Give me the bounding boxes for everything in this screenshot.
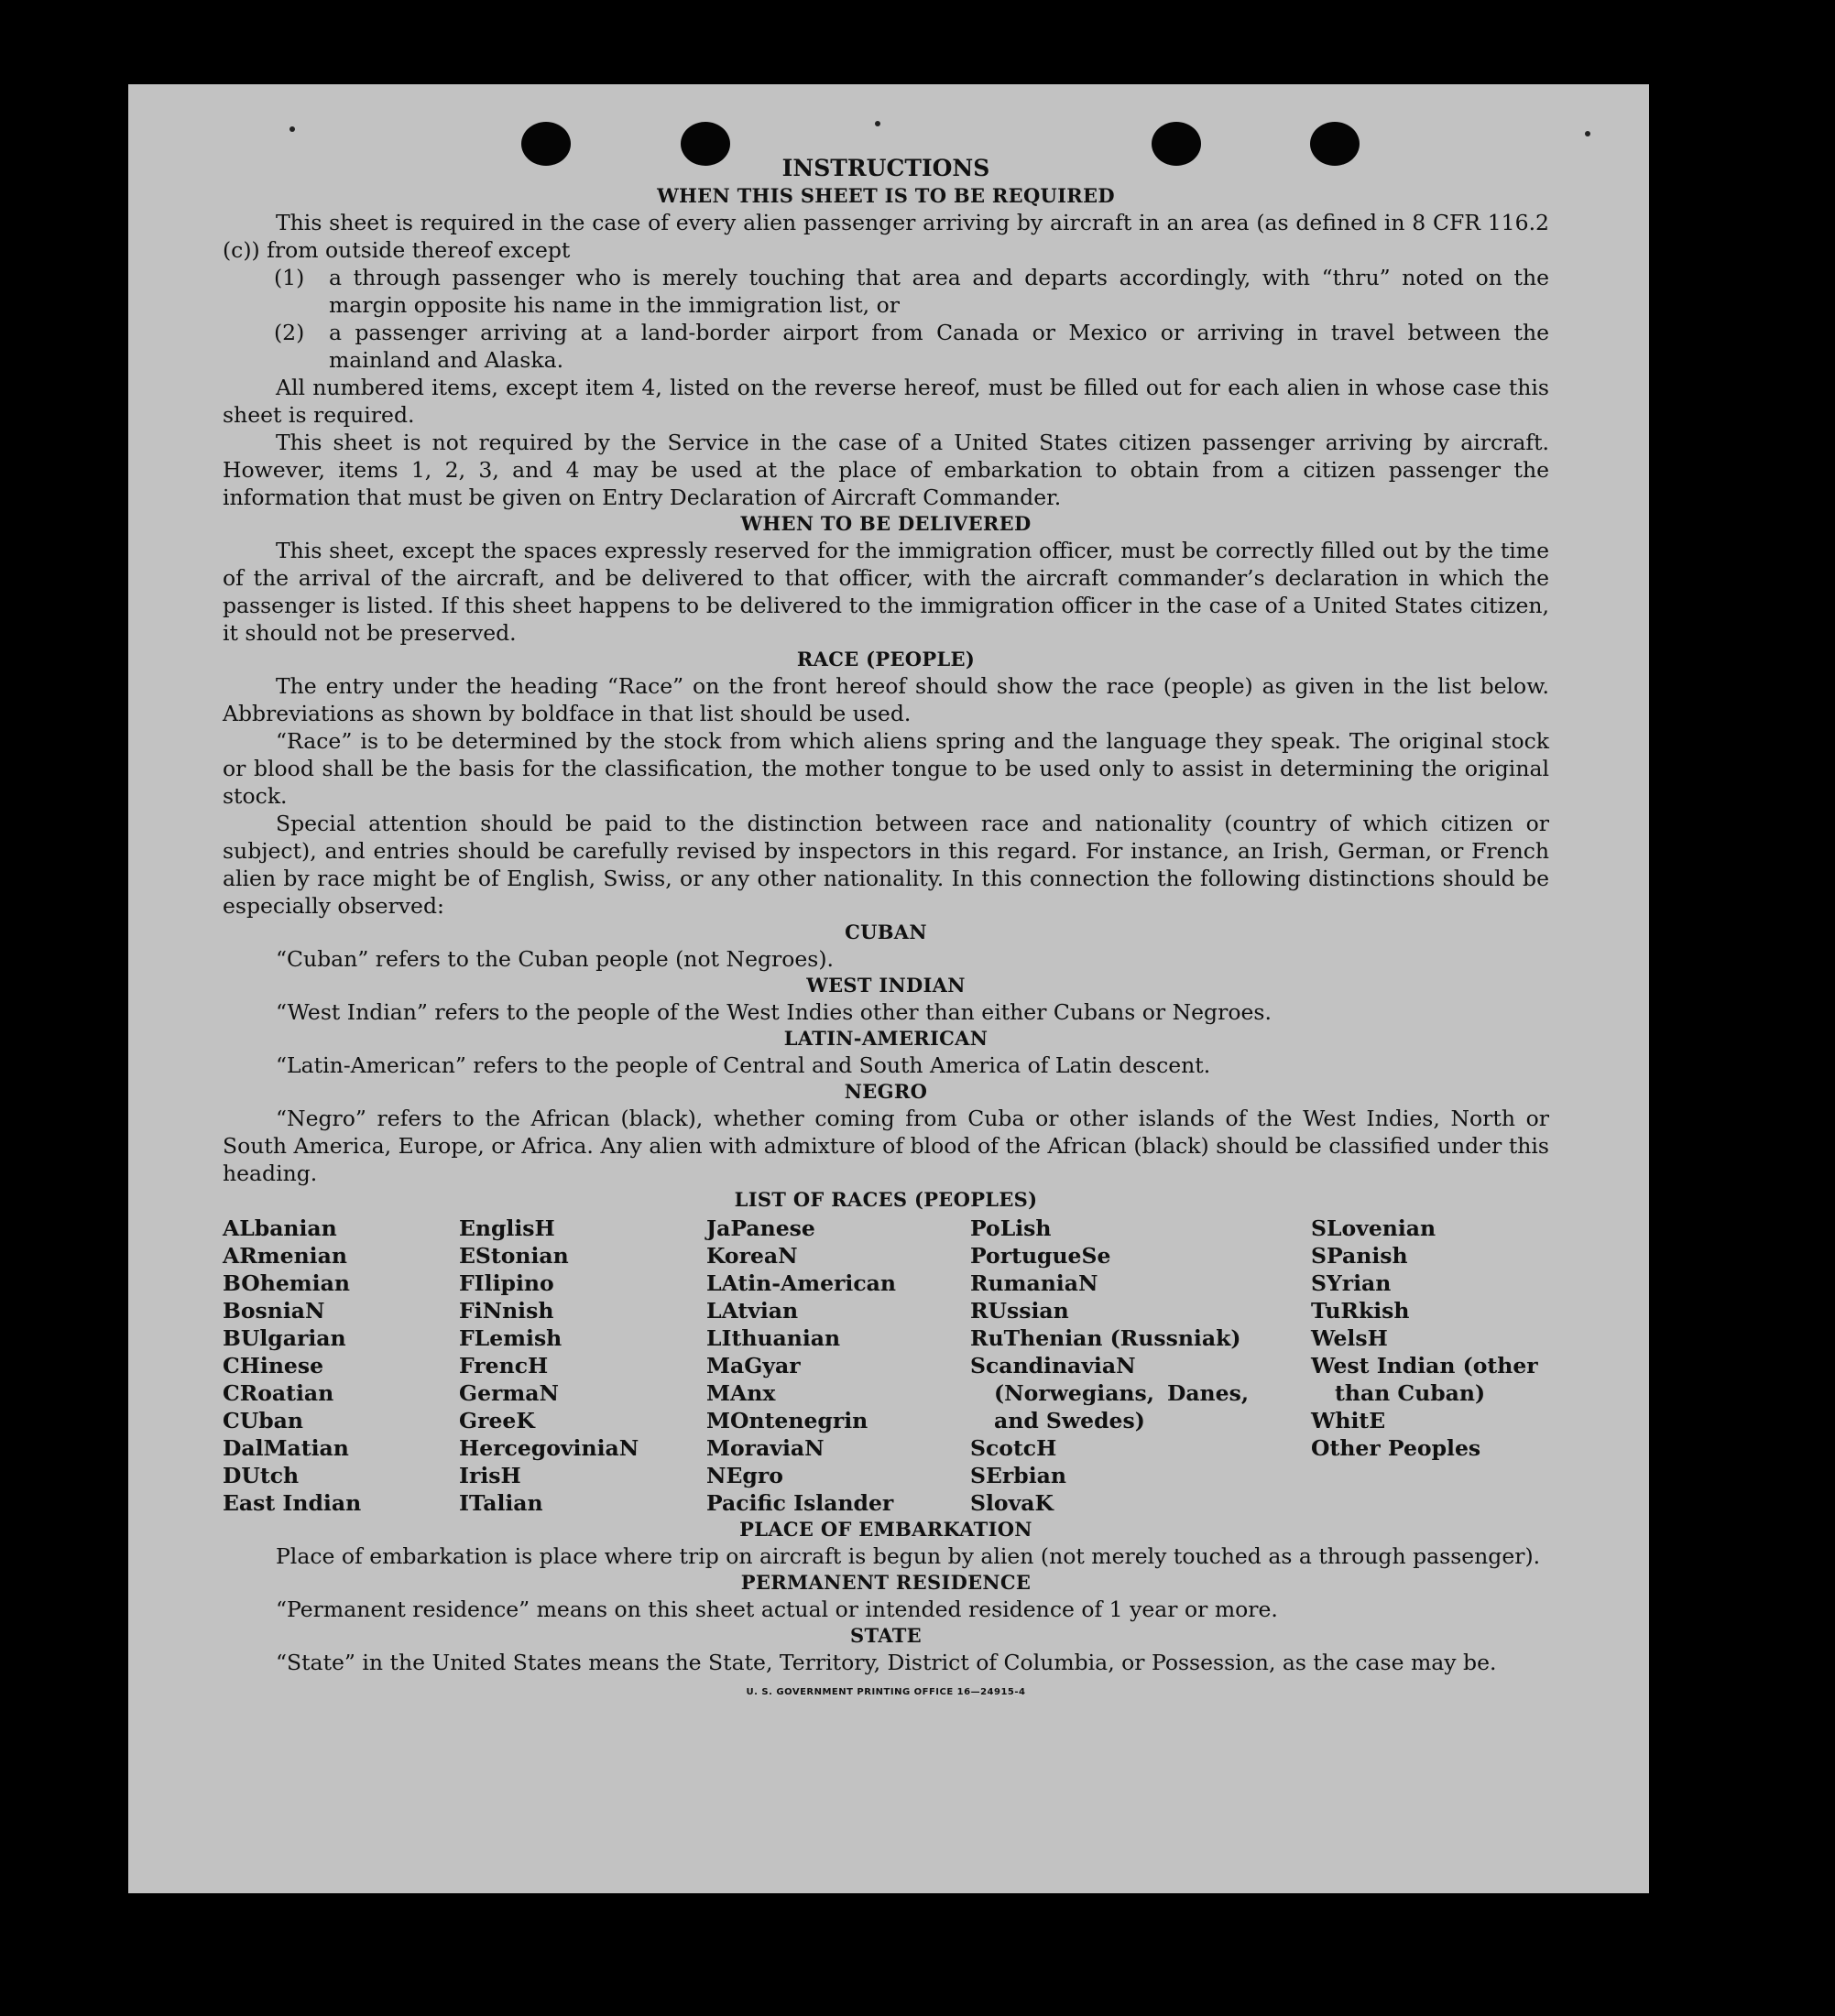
race-entry: MaGyar xyxy=(706,1353,801,1379)
item-number: (1) xyxy=(274,265,305,290)
race-entry: PoLish xyxy=(970,1215,1052,1241)
printing-office-footer: U. S. GOVERNMENT PRINTING OFFICE 16—24915-4 xyxy=(746,1687,1026,1697)
race-entry: PortugueSe xyxy=(970,1243,1111,1269)
paragraph: “Latin-American” refers to the people of Central and South America of Latin descent. xyxy=(276,1052,1211,1078)
paragraph: Special attention should be paid to the distinction between race and nationality (country of which citizen or subject), and entries should be carefully revised by inspectors in this regard. For instance, an Irish, German, or French alien by race might be of English, Swiss, or any other nationality. In this connection the following distinctions should be especially observed: xyxy=(223,811,1549,919)
race-entry: FrencH xyxy=(459,1353,549,1379)
heading-permanent-residence: PERMANENT RESIDENCE xyxy=(740,1571,1032,1594)
race-entry: JaPanese xyxy=(706,1215,815,1241)
heading-place-of-embarkation: PLACE OF EMBARKATION xyxy=(739,1518,1032,1541)
race-entry: FiNnish xyxy=(459,1298,554,1324)
race-entry: FLemish xyxy=(459,1325,563,1351)
race-entry: LAtvian xyxy=(706,1298,799,1324)
paragraph: “Race” is to be determined by the stock from which aliens spring and the language they speak. The original stock or blood shall be the basis for the classification, the mother tongue to be used only to assist in determining the original stock. xyxy=(223,728,1549,809)
race-entry: CUban xyxy=(223,1408,303,1433)
exception-item-1 xyxy=(274,264,1549,319)
paragraph: All numbered items, except item 4, listed on the reverse hereof, must be filled out for each alien in whose case this sheet is required. xyxy=(223,375,1549,428)
paragraph: The entry under the heading “Race” on the front hereof should show the race (people) as given in the list below. Abbreviations as shown by boldface in that list should be used. xyxy=(223,673,1549,726)
race-entry: NEgro xyxy=(706,1463,783,1488)
item-number: (2) xyxy=(274,320,305,345)
paragraph: This sheet is required in the case of every alien passenger arriving by aircraft in an area (as defined in 8 CFR 116.2 (c)) from outside thereof except xyxy=(223,210,1549,263)
heading-state: STATE xyxy=(850,1624,922,1647)
race-entry: MOntenegrin xyxy=(706,1408,868,1433)
race-entry: EStonian xyxy=(459,1243,569,1269)
heading-cuban: CUBAN xyxy=(845,921,927,943)
item-text: a through passenger who is merely touching that area and departs accordingly, with “thru” noted on the margin opposite his name in the immigration list, or xyxy=(329,265,1549,318)
race-entry: GermaN xyxy=(459,1380,559,1406)
paragraph: “Negro” refers to the African (black), whether coming from Cuba or other islands of the West Indies, North or South America, Europe, or Africa. Any alien with admixture of blood of the African (black) should be classified under this heading. xyxy=(223,1106,1549,1186)
heading-when-delivered: WHEN TO BE DELIVERED xyxy=(740,512,1032,535)
race-entry: SYrian xyxy=(1311,1270,1392,1296)
race-entry: IrisH xyxy=(459,1463,521,1488)
paragraph: Place of embarkation is place where trip on aircraft is begun by alien (not merely touched as a through passenger). xyxy=(276,1543,1541,1569)
race-entry: BOhemian xyxy=(223,1270,350,1296)
instructions-content xyxy=(223,154,1549,1700)
race-entry: Pacific Islander xyxy=(706,1490,894,1516)
paragraph: This sheet, except the spaces expressly reserved for the immigration officer, must be correctly filled out by the time of the arrival of the aircraft, and be delivered to that officer, with the aircraft commander’s declaration in which the passenger is listed. If this sheet happens to be delivered to the immigration officer in the case of a United States citizen, it should not be preserved. xyxy=(223,538,1549,646)
race-entry: East Indian xyxy=(223,1490,362,1516)
paragraph: “Permanent residence” means on this sheet actual or intended residence of 1 year or more. xyxy=(276,1596,1278,1622)
race-entry: CHinese xyxy=(223,1353,324,1379)
race-entry: ARmenian xyxy=(223,1243,347,1269)
race-entry: SLovenian xyxy=(1311,1215,1436,1241)
races-column xyxy=(1311,1215,1549,1517)
race-entry: SlovaK xyxy=(970,1490,1054,1516)
race-entry: WelsH xyxy=(1311,1325,1388,1351)
race-entry: DUtch xyxy=(223,1463,300,1488)
speck-mark xyxy=(875,121,880,126)
race-entry: KoreaN xyxy=(706,1243,798,1269)
race-entry: CRoatian xyxy=(223,1380,334,1406)
speck-mark xyxy=(1585,131,1590,136)
races-column xyxy=(459,1215,706,1517)
race-entry: RuThenian (Russniak) xyxy=(970,1325,1241,1351)
race-entry: Other Peoples xyxy=(1311,1435,1481,1461)
races-list xyxy=(223,1215,1549,1517)
races-column xyxy=(223,1215,459,1517)
races-column xyxy=(970,1215,1311,1517)
race-entry: ScandinaviaN (Norwegians, Danes, and Swedes) xyxy=(970,1353,1249,1433)
paragraph: “Cuban” refers to the Cuban people (not Negroes). xyxy=(276,946,835,972)
item-text: a passenger arriving at a land-border airport from Canada or Mexico or arriving in travel between the mainland and Alaska. xyxy=(329,320,1549,373)
race-entry: GreeK xyxy=(459,1408,535,1433)
page-title: INSTRUCTIONS xyxy=(781,155,990,181)
race-entry: MoraviaN xyxy=(706,1435,825,1461)
speck-mark xyxy=(289,126,295,132)
race-entry: LAtin-American xyxy=(706,1270,896,1296)
race-entry: LIthuanian xyxy=(706,1325,841,1351)
race-entry: SPanish xyxy=(1311,1243,1408,1269)
race-entry: RUssian xyxy=(970,1298,1069,1324)
heading-when-required: WHEN THIS SHEET IS TO BE REQUIRED xyxy=(657,184,1115,207)
race-entry: MAnx xyxy=(706,1380,776,1406)
document-sheet xyxy=(128,84,1649,1893)
race-entry: ITalian xyxy=(459,1490,543,1516)
race-entry: FIlipino xyxy=(459,1270,554,1296)
heading-list-of-races: LIST OF RACES (PEOPLES) xyxy=(734,1188,1038,1211)
race-entry: West Indian (other than Cuban) xyxy=(1311,1353,1538,1406)
paragraph: “West Indian” refers to the people of the West Indies other than either Cubans or Negroes. xyxy=(276,999,1272,1025)
race-entry: ALbanian xyxy=(223,1215,337,1241)
exception-item-2 xyxy=(274,319,1549,374)
race-entry: ScotcH xyxy=(970,1435,1057,1461)
race-entry: HercegoviniaN xyxy=(459,1435,639,1461)
heading-west-indian: WEST INDIAN xyxy=(806,974,966,997)
race-entry: WhitE xyxy=(1311,1408,1386,1433)
race-entry: RumaniaN xyxy=(970,1270,1098,1296)
heading-race: RACE (PEOPLE) xyxy=(796,648,976,670)
race-entry: BosniaN xyxy=(223,1298,325,1324)
races-column xyxy=(706,1215,970,1517)
heading-negro: NEGRO xyxy=(844,1080,928,1103)
race-entry: EnglisH xyxy=(459,1215,555,1241)
paragraph: This sheet is not required by the Service in the case of a United States citizen passenger arriving by aircraft. However, items 1, 2, 3, and 4 may be used at the place of embarkation to obtain from a citizen passenger the information that must be given on Entry Declaration of Aircraft Commander. xyxy=(223,430,1549,510)
race-entry: BUlgarian xyxy=(223,1325,346,1351)
race-entry: TuRkish xyxy=(1311,1298,1410,1324)
paragraph: “State” in the United States means the State, Territory, District of Columbia, or Possession, as the case may be. xyxy=(276,1650,1497,1675)
race-entry: DalMatian xyxy=(223,1435,349,1461)
heading-latin-american: LATIN-AMERICAN xyxy=(783,1027,988,1050)
race-entry: SErbian xyxy=(970,1463,1066,1488)
